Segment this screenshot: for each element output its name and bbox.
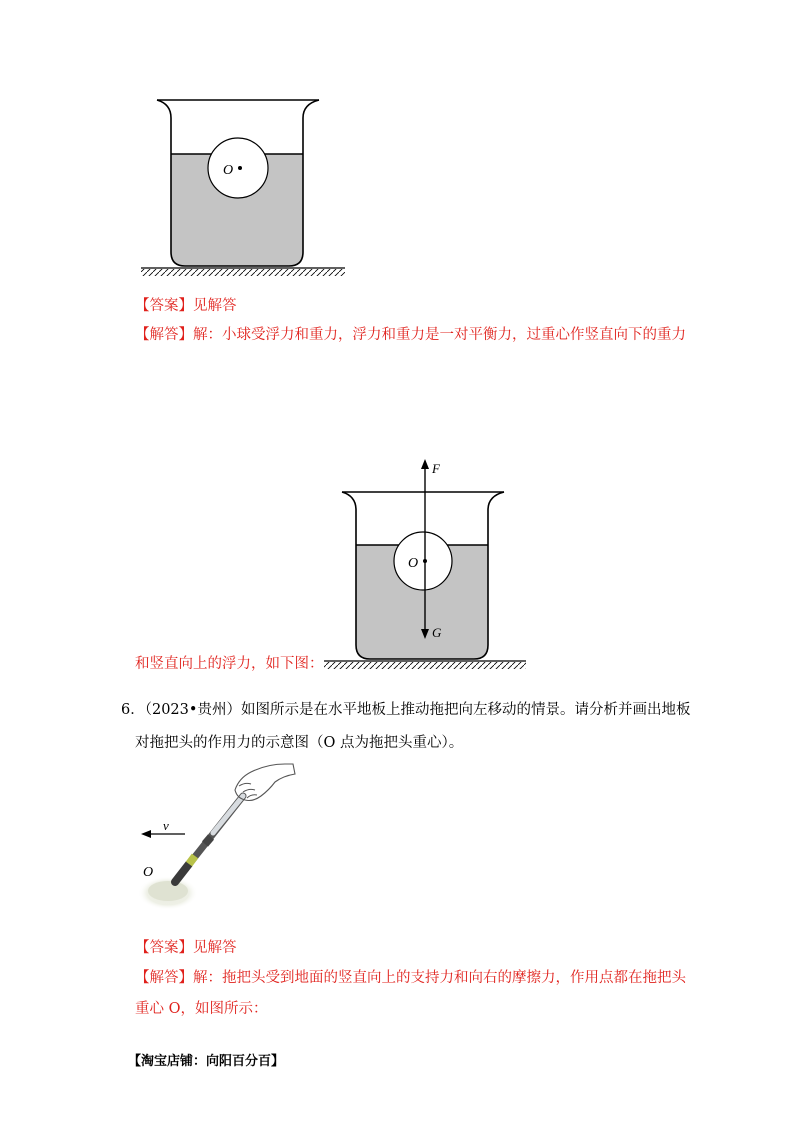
explanation-1-line-1	[135, 325, 686, 345]
center-label: O	[143, 865, 154, 880]
center-label: O	[408, 556, 419, 571]
question-number: 6．	[121, 702, 145, 718]
answer-text: 见解答	[193, 298, 237, 314]
question-text: 如图所示是在水平地板上推动拖把向左移动的情景。请分析并画出地板	[240, 702, 691, 718]
center-point	[423, 559, 427, 563]
explanation-2-line-1	[135, 968, 686, 988]
velocity-label: v	[163, 818, 169, 833]
footer-shop-name: 【淘宝店铺：向阳百分百】	[128, 1054, 285, 1069]
question-source: （2023•贵州）	[144, 702, 241, 718]
explanation-tag: 【解答】	[135, 970, 193, 986]
answer-text: 见解答	[193, 940, 237, 956]
beaker-figure-2	[320, 455, 540, 670]
mop-figure	[135, 760, 305, 915]
explanation-2-line-2: 重心 O，如图所示：	[135, 1001, 268, 1017]
question-6-line-1	[121, 700, 690, 720]
question-6-line-2: 对拖把头的作用力的示意图（O 点为拖把头重心）。	[135, 735, 464, 751]
answer-tag: 【答案】	[135, 298, 193, 314]
force-up-label: F	[432, 461, 440, 476]
explanation-text: 解：小球受浮力和重力，浮力和重力是一对平衡力，过重心作竖直向下的重力	[193, 327, 686, 343]
force-down-label: G	[432, 625, 442, 640]
answer-2	[135, 938, 237, 958]
explanation-tag: 【解答】	[135, 327, 193, 343]
answer-tag: 【答案】	[135, 940, 193, 956]
answer-1	[135, 296, 237, 316]
beaker-figure-1	[135, 92, 355, 282]
center-label: O	[223, 163, 234, 178]
center-point	[238, 166, 242, 170]
explanation-text: 解：拖把头受到地面的竖直向上的支持力和向右的摩擦力，作用点都在拖把头	[193, 970, 686, 986]
explanation-1-line-2: 和竖直向上的浮力，如下图：	[135, 656, 324, 672]
